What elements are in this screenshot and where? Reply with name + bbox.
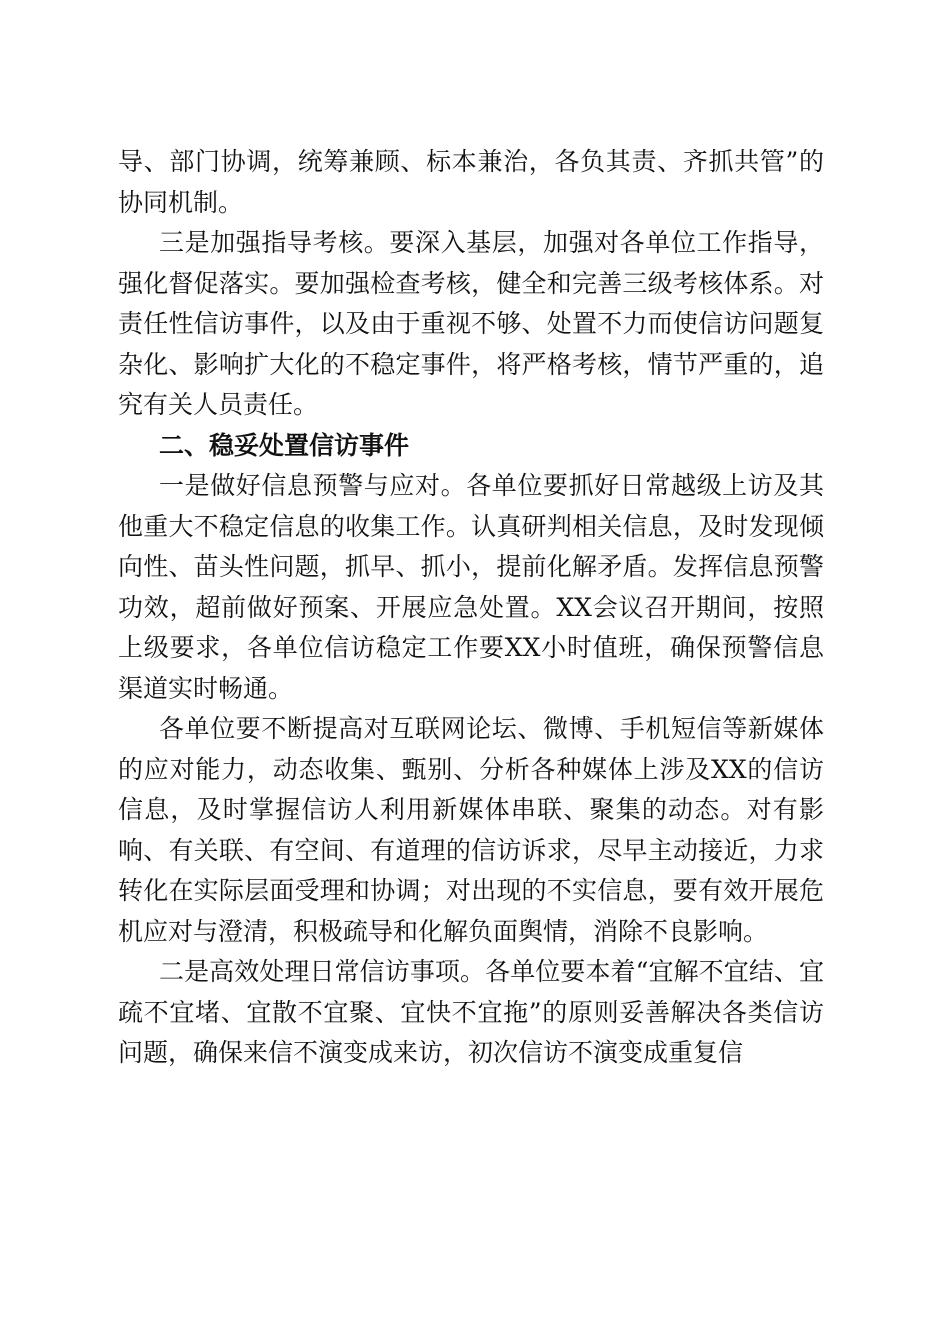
- paragraph-text: 各单位要抓好日常越级上访及其他重大不稳定信息的收集工作。认真研判相关信息，及时发现倾向性、苗头性问题，抓早、抓小，提前化解矛盾。发挥信息预警功效，超前做好预案、开展应急处置。XX会议召开期间，按照上级要求，各单位信访稳定工作要XX小时值班，确保预警信息渠道实时畅通。: [118, 471, 824, 703]
- paragraph-text: 要深入基层，加强对各单位工作指导，强化督促落实。要加强检查考核，健全和完善三级考核体系。对责任性信访事件，以及由于重视不够、处置不力而使信访问题复杂化、影响扩大化的不稳定事件，将严格考核，情节严重的，追究有关人员责任。: [118, 228, 824, 419]
- paragraph-lead: 二是高效处理日常信访事项。: [159, 957, 486, 986]
- document-body: [118, 142, 824, 1074]
- paragraph-text: 导、部门协调，统筹兼顾、标本兼治，各负其责、齐抓共管”的协同机制。: [118, 147, 824, 217]
- paragraph-early-warning: [118, 466, 824, 709]
- paragraph-guidance-assessment: [118, 223, 824, 426]
- paragraph-lead: 一是做好信息预警与应对。: [159, 471, 467, 500]
- paragraph-text: 各单位要不断提高对互联网论坛、微博、手机短信等新媒体的应对能力，动态收集、甄别、分析各种媒体上涉及XX的信访信息，及时掌握信访人利用新媒体串联、聚集的动态。对有影响、有关联、有空间、有道理的信访诉求，尽早主动接近，力求转化在实际层面受理和协调；对出现的不实信息，要有效开展危机应对与澄清，积极疏导和化解负面舆情，消除不良影响。: [118, 714, 824, 946]
- paragraph-new-media: [118, 709, 824, 952]
- paragraph-continuation: [118, 142, 824, 223]
- paragraph-lead: 三是加强指导考核。: [159, 228, 390, 257]
- paragraph-daily-petitions: [118, 952, 824, 1074]
- paragraph-text: 各单位要本着“宜解不宜结、宜疏不宜堵、宜散不宜聚、宜快不宜拖”的原则妥善解决各类信访问题，确保来信不演变成来访，初次信访不演变成重复信: [118, 957, 824, 1067]
- section-heading-text: 二、稳妥处置信访事件: [159, 430, 410, 460]
- section-heading: [118, 426, 824, 467]
